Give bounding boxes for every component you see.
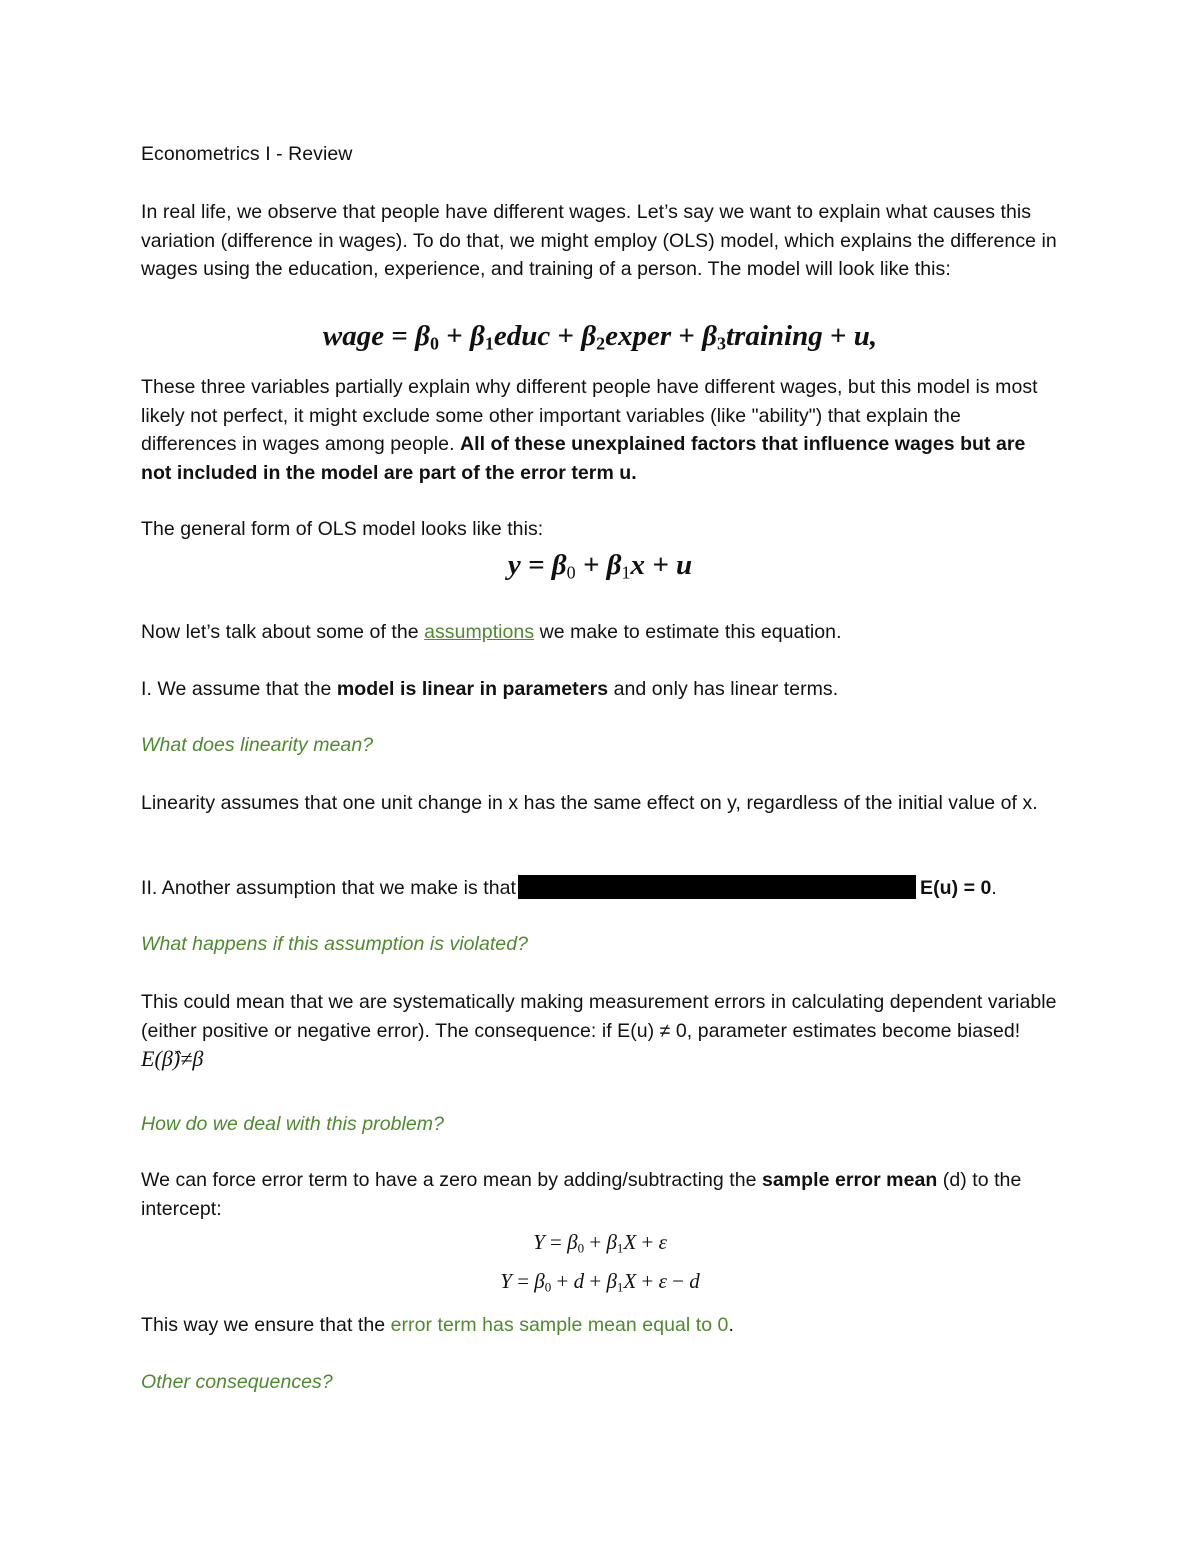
- linearity-answer: Linearity assumes that one unit change in x has the same effect on y, regardless of the initial value of x.: [141, 792, 1038, 814]
- redaction-bar: [518, 875, 916, 899]
- question-other: Other consequences?: [141, 1371, 333, 1393]
- question-linearity: What does linearity mean?: [141, 734, 374, 756]
- general-ols-equation: $y = \beta_0 + \beta_1x + u$: [507, 549, 693, 583]
- error-term-statement: All of these unexplained factors that influence wages but are not included in the model are part of the error term u.: [141, 433, 1026, 484]
- wage-equation: wage = $\beta_0$ + $\beta_1educ$ + $\beta_2exper$ + $\beta_3training + u$,: [322, 320, 878, 354]
- intro-paragraph: In real life, we observe that people have different wages. Let’s say we want to explain what causes this variation (difference in wages). To do that, we might employ (OLS) model, which explains the difference in wages using the education, experience, and training of a person. The model will look like this:: [141, 201, 1057, 280]
- ensure-paragraph: This way we ensure that the error term has sample mean equal to 0.: [141, 1314, 734, 1336]
- question-violated: What happens if this assumption is violated?: [141, 933, 528, 955]
- assumptions-intro: Now let’s talk about some of the assumptions we make to estimate this equation.: [141, 621, 842, 643]
- general-form-label: The general form of OLS model looks like this:: [141, 518, 544, 540]
- question-deal: How do we deal with this problem?: [141, 1113, 444, 1135]
- deal-answer: We can force error term to have a zero mean by adding/subtracting the sample error mean (d) to the intercept:: [141, 1169, 1022, 1220]
- equation-y-basic: $Y = \beta_0 + \beta_1X + \varepsilon$: [533, 1230, 667, 1256]
- doc-title: Econometrics I - Review: [141, 143, 353, 165]
- assumption-2: II. Another assumption that we make is that E(u) = 0.: [141, 877, 997, 899]
- assumption-1: I. We assume that the model is linear in parameters and only has linear terms.: [141, 678, 839, 700]
- equation-y-adjusted: $Y = \beta_0 + d + \beta_1X + \varepsilon - d$: [500, 1269, 700, 1295]
- assumptions-link[interactable]: assumptions: [424, 621, 535, 643]
- violated-answer: This could mean that we are systematically making measurement errors in calculating dependent variable (either positive or negative error). The consequence: if E(u) ≠ 0, parameter estimates become biased! E(β̂)≠β: [141, 991, 1057, 1071]
- bias-formula: E(β̂)≠β: [141, 1046, 204, 1071]
- three-vars-paragraph: These three variables partially explain why different people have different wages, but this model is most likely not perfect, it might exclude some other important variables (like "ability") that explain the differences in wages among people. All of these unexplained factors that influence wages but are not included in the model are part of the error term u.: [141, 376, 1038, 484]
